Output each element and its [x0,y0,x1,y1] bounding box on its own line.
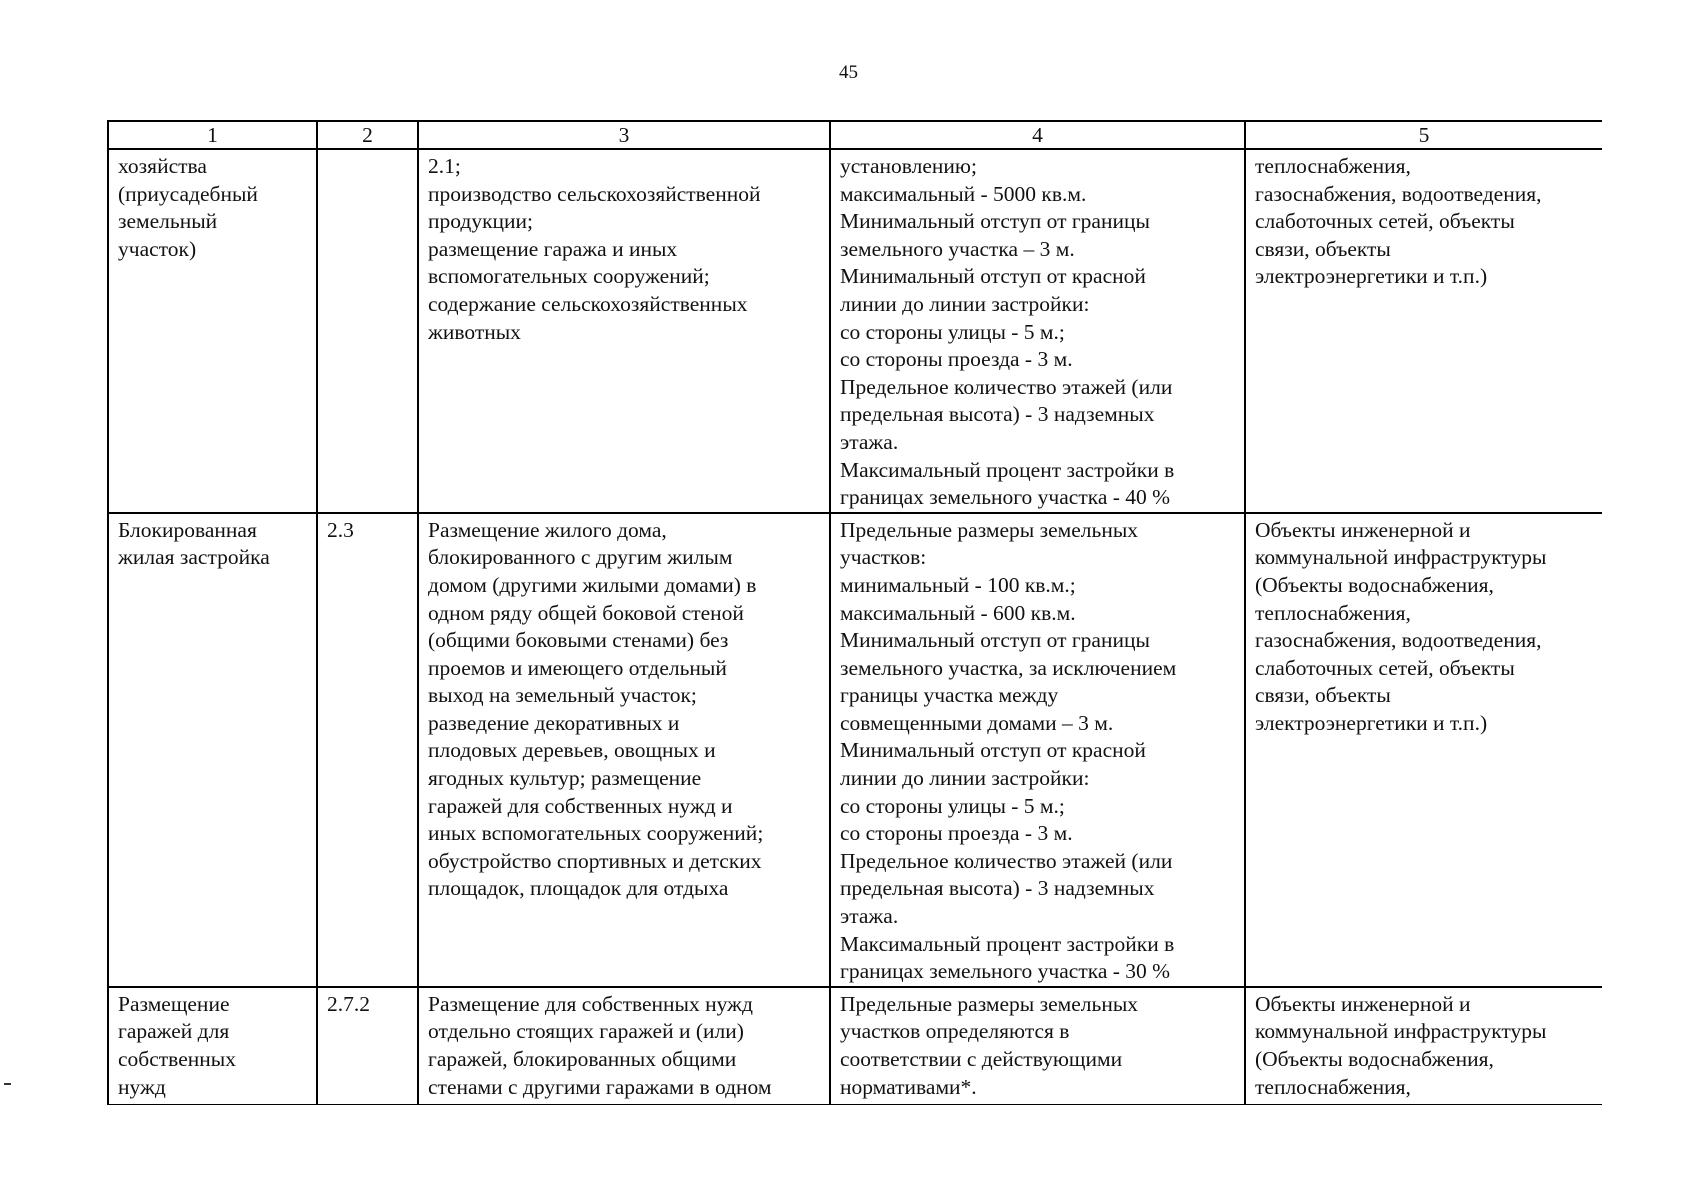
description-line: выход на земельный участок; [428,683,697,708]
land-use-name-line: нужд [118,1074,166,1099]
land-use-name-line: земельный [118,209,218,234]
parameter-line: Минимальный отступ от красной [840,264,1146,289]
parameter-line: участков определяются в [840,1019,1070,1044]
infrastructure-line: связи, объекты [1255,683,1391,708]
infrastructure-line: (Объекты водоснабжения, [1255,572,1494,597]
description-line: плодовых деревьев, овощных и [428,738,716,763]
description-line: ягодных культур; размещение [428,766,702,791]
description-line: площадок, площадок для отдыха [428,876,729,901]
description-line: обустройство спортивных и детских [428,848,762,873]
parameter-line: земельного участка, за исключением [840,655,1177,680]
infrastructure-line: Объекты инженерной и [1255,991,1471,1016]
table-row-blocked-housing [108,513,1602,987]
infrastructure-objects-cell [1245,513,1602,987]
header-cell-col-3: 3 [418,121,830,149]
description-line: иных вспомогательных сооружений; [428,821,764,846]
header-cell-col-5: 5 [1245,121,1602,149]
description-line: гаражей, блокированных общими [428,1047,737,1071]
page-number: 45 [839,62,858,83]
parameter-line: линии до линии застройки: [840,766,1090,791]
infrastructure-line: (Объекты водоснабжения, [1255,1047,1494,1071]
parameter-line: этажа. [840,904,899,929]
description-line: блокированного с другим жилым [428,545,733,570]
land-use-name-line: жилая застройка [118,545,270,570]
land-use-code-cell [317,149,418,513]
parameter-line: совмещенными домами – 3 м. [840,710,1114,735]
parameter-line: предельная высота) - 3 надземных [840,402,1155,427]
description-line: производство сельскохозяйственной [428,181,761,206]
parameter-line: земельного участка – 3 м. [840,236,1075,261]
land-use-code-cell: 2.7.2 [317,987,418,1105]
description-line: Размещение для собственных нужд [428,991,753,1016]
parameter-line: Минимальный отступ от границы [840,209,1150,234]
parameter-line: со стороны проезда - 3 м. [840,821,1073,846]
scan-margin-mark [4,1083,11,1085]
land-use-name-line: гаражей для [118,1019,230,1044]
infrastructure-line: коммунальной инфраструктуры [1255,545,1547,570]
description-line: гаражей для собственных нужд и [428,793,733,818]
land-use-name-cell [108,513,317,987]
parameter-line: Предельное количество этажей (или [840,848,1173,873]
description-line: Размещение жилого дома, [428,517,667,542]
infrastructure-line: Объекты инженерной и [1255,517,1471,542]
description-line: размещение гаража и иных [428,236,678,261]
description-line: продукции; [428,209,534,234]
description-line: разведение декоративных и [428,710,680,735]
parameter-line: со стороны улицы - 5 м.; [840,793,1065,818]
description-line: стенами с другими гаражами в одном [428,1074,772,1099]
land-use-code-cell: 2.3 [317,513,418,987]
parameter-line: Минимальный отступ от красной [840,738,1146,763]
parameter-line: со стороны проезда - 3 м. [840,347,1073,372]
parameter-line: Предельное количество этажей (или [840,374,1173,399]
land-use-name-line: участок) [118,236,197,261]
parameter-line: максимальный - 5000 кв.м. [840,181,1087,206]
description-line: (общими боковыми стенами) без [428,628,729,653]
table-row-household-plot [108,149,1602,513]
parameter-line: максимальный - 600 кв.м. [840,600,1076,625]
infrastructure-line: слаботочных сетей, объекты [1255,209,1515,234]
infrastructure-line: теплоснабжения, [1255,1074,1411,1099]
header-cell-col-1: 1 [108,121,317,149]
header-row [108,121,1602,149]
infrastructure-line: слаботочных сетей, объекты [1255,655,1515,680]
development-parameters-cell [830,987,1245,1105]
parameter-line: предельная высота) - 3 надземных [840,876,1155,901]
parameter-line: Максимальный процент застройки в [840,457,1175,482]
description-line: содержание сельскохозяйственных [428,291,748,316]
development-parameters-cell [830,149,1245,513]
land-use-description-cell [418,987,830,1105]
parameter-line: Предельные размеры земельных [840,991,1139,1016]
land-use-name-line: Блокированная [118,517,257,542]
description-line: домом (другими жилыми домами) в [428,572,757,597]
land-use-name-cell [108,987,317,1105]
parameter-line: Максимальный процент застройки в [840,931,1175,956]
infrastructure-line: электроэнергетики и т.п.) [1255,710,1488,735]
land-use-description-cell [418,149,830,513]
description-line: отдельно стоящих гаражей и (или) [428,1019,744,1044]
infrastructure-line: газоснабжения, водоотведения, [1255,628,1542,653]
parameter-line: соответствии с действующими [840,1047,1123,1071]
parameter-line: нормативами*. [840,1074,977,1099]
land-use-name-line: хозяйства [118,154,207,178]
infrastructure-line: связи, объекты [1255,236,1391,261]
parameter-line: этажа. [840,429,899,454]
header-cell-col-2: 2 [317,121,418,149]
parameter-line: Предельные размеры земельных [840,517,1139,542]
description-line: вспомогательных сооружений; [428,264,710,289]
parameter-line: Минимальный отступ от границы [840,628,1150,653]
description-line: 2.1; [428,154,461,178]
infrastructure-line: электроэнергетики и т.п.) [1255,264,1488,289]
description-line: проемов и имеющего отдельный [428,655,727,680]
parameter-line: границы участка между [840,683,1059,708]
description-line: животных [428,319,521,344]
infrastructure-line: теплоснабжения, [1255,154,1411,178]
land-use-name-line: (приусадебный [118,181,258,206]
infrastructure-objects-cell [1245,987,1602,1105]
land-use-name-line: Размещение [118,991,230,1016]
parameter-line: границах земельного участка - 30 % [840,959,1171,984]
header-cell-col-4: 4 [830,121,1245,149]
land-use-name-line: собственных [118,1047,236,1071]
land-use-description-cell [418,513,830,987]
parameter-line: установлению; [840,154,977,178]
zoning-table-container [107,120,1602,1105]
development-parameters-cell [830,513,1245,987]
parameter-line: со стороны улицы - 5 м.; [840,319,1065,344]
parameter-line: границах земельного участка - 40 % [840,485,1171,510]
infrastructure-line: газоснабжения, водоотведения, [1255,181,1542,206]
parameter-line: участков: [840,545,927,570]
infrastructure-objects-cell [1245,149,1602,513]
land-use-name-cell [108,149,317,513]
parameter-line: минимальный - 100 кв.м.; [840,572,1076,597]
table-row-private-garages [108,987,1602,1105]
parameter-line: линии до линии застройки: [840,291,1090,316]
description-line: одном ряду общей боковой стеной [428,600,744,625]
zoning-table [107,120,1602,1105]
infrastructure-line: коммунальной инфраструктуры [1255,1019,1547,1044]
infrastructure-line: теплоснабжения, [1255,600,1411,625]
